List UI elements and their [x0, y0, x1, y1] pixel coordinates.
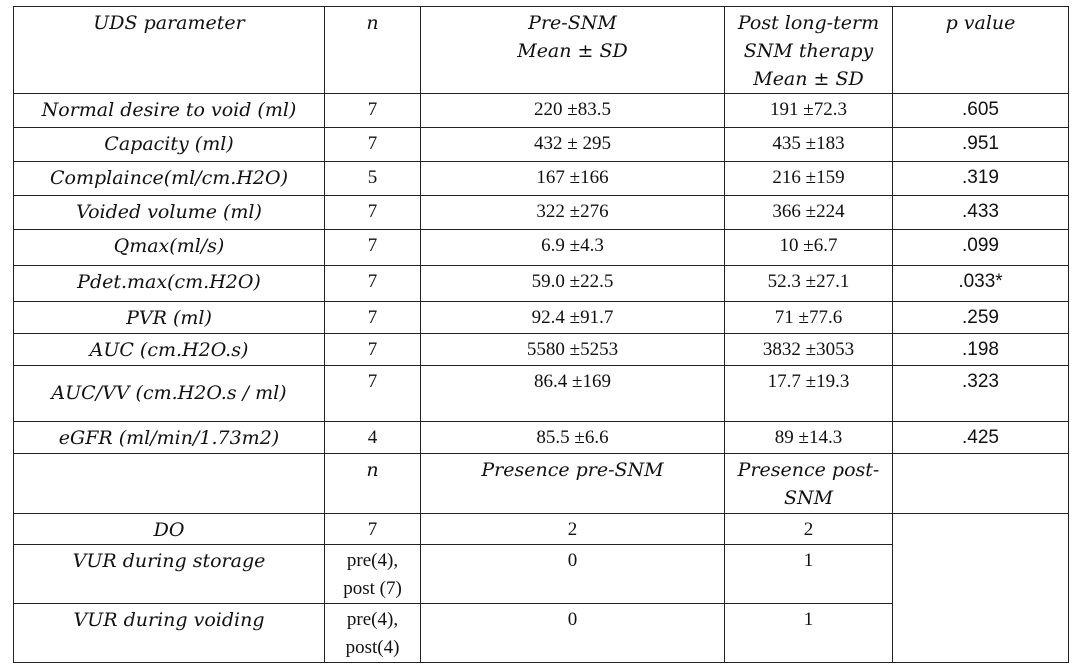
post-cell: 435 ±183	[725, 128, 893, 162]
presence-n-line2: post(4)	[345, 637, 400, 658]
param-cell: Capacity (ml)	[14, 128, 325, 162]
p-cell: .099	[893, 230, 1069, 266]
presence-pre-cell: 0	[421, 604, 725, 663]
param-cell: PVR (ml)	[14, 302, 325, 334]
pre-cell: 85.5 ±6.6	[421, 422, 725, 454]
p-cell: .951	[893, 128, 1069, 162]
table-row	[14, 302, 1069, 334]
header-p: p value	[893, 7, 1069, 94]
table-row	[14, 162, 1069, 196]
header-post	[725, 7, 893, 94]
n-cell: 7	[325, 230, 421, 266]
pre-cell: 6.9 ±4.3	[421, 230, 725, 266]
param-cell: Normal desire to void (ml)	[14, 94, 325, 128]
presence-header-post-line1: Presence post-	[737, 459, 880, 481]
presence-n-line2: post (7)	[343, 578, 402, 599]
param-cell: AUC (cm.H2O.s)	[14, 334, 325, 366]
header-pre	[421, 7, 725, 94]
presence-n-cell	[325, 604, 421, 663]
pre-cell: 432 ± 295	[421, 128, 725, 162]
table-header-row	[14, 7, 1069, 94]
presence-n-line1: pre(4),	[346, 550, 399, 571]
post-cell: 17.7 ±19.3	[725, 366, 893, 422]
pre-cell: 59.0 ±22.5	[421, 266, 725, 302]
post-cell: 366 ±224	[725, 196, 893, 230]
presence-pre-cell: 2	[421, 514, 725, 545]
post-cell: 3832 ±3053	[725, 334, 893, 366]
param-cell: Qmax(ml/s)	[14, 230, 325, 266]
param-cell: eGFR (ml/min/1.73m2)	[14, 422, 325, 454]
pre-cell: 220 ±83.5	[421, 94, 725, 128]
post-cell: 191 ±72.3	[725, 94, 893, 128]
pre-cell: 322 ±276	[421, 196, 725, 230]
presence-header-n: n	[325, 454, 421, 514]
n-cell: 5	[325, 162, 421, 196]
post-cell: 71 ±77.6	[725, 302, 893, 334]
p-cell: .198	[893, 334, 1069, 366]
header-n: n	[325, 7, 421, 94]
post-cell: 10 ±6.7	[725, 230, 893, 266]
p-cell: .033*	[893, 266, 1069, 302]
presence-header-post	[725, 454, 893, 514]
n-cell: 7	[325, 334, 421, 366]
n-cell: 7	[325, 196, 421, 230]
presence-header-post-line2: SNM	[783, 487, 834, 509]
table-row	[14, 422, 1069, 454]
p-cell: .605	[893, 94, 1069, 128]
pre-cell: 5580 ±5253	[421, 334, 725, 366]
n-cell: 7	[325, 366, 421, 422]
p-cell: .433	[893, 196, 1069, 230]
post-cell: 89 ±14.3	[725, 422, 893, 454]
p-cell: .323	[893, 366, 1069, 422]
presence-post-cell: 1	[725, 604, 893, 663]
param-cell: Pdet.max(cm.H2O)	[14, 266, 325, 302]
pre-cell: 86.4 ±169	[421, 366, 725, 422]
n-cell: 7	[325, 128, 421, 162]
n-cell: 4	[325, 422, 421, 454]
presence-p-empty	[893, 514, 1069, 663]
post-cell: 216 ±159	[725, 162, 893, 196]
pre-cell: 167 ±166	[421, 162, 725, 196]
table-row	[14, 334, 1069, 366]
header-pre-line1: Pre-SNM	[528, 12, 617, 34]
presence-n-cell: 7	[325, 514, 421, 545]
presence-param-cell: VUR during storage	[14, 545, 325, 604]
header-post-line1: Post long-term	[737, 12, 880, 34]
table-row	[14, 366, 1069, 422]
presence-post-cell: 1	[725, 545, 893, 604]
param-cell: Voided volume (ml)	[14, 196, 325, 230]
uds-table	[13, 6, 1069, 663]
presence-header-row	[14, 454, 1069, 514]
p-cell: .425	[893, 422, 1069, 454]
header-post-line3: Mean ± SD	[753, 68, 864, 90]
presence-n-line1: pre(4),	[346, 609, 399, 630]
presence-pre-cell: 0	[421, 545, 725, 604]
n-cell: 7	[325, 266, 421, 302]
table-row	[14, 514, 1069, 545]
presence-header-p-empty	[893, 454, 1069, 514]
header-post-line2: SNM therapy	[743, 40, 874, 62]
header-pre-line2: Mean ± SD	[517, 40, 628, 62]
n-cell: 7	[325, 302, 421, 334]
presence-post-cell: 2	[725, 514, 893, 545]
n-cell: 7	[325, 94, 421, 128]
table-row	[14, 230, 1069, 266]
param-cell: Complaince(ml/cm.H2O)	[14, 162, 325, 196]
pre-cell: 92.4 ±91.7	[421, 302, 725, 334]
table-row	[14, 94, 1069, 128]
presence-param-cell: DO	[14, 514, 325, 545]
post-cell: 52.3 ±27.1	[725, 266, 893, 302]
presence-header-empty	[14, 454, 325, 514]
p-cell: .319	[893, 162, 1069, 196]
presence-header-pre: Presence pre-SNM	[421, 454, 725, 514]
header-param: UDS parameter	[14, 7, 325, 94]
presence-n-cell	[325, 545, 421, 604]
table-row	[14, 196, 1069, 230]
param-cell: AUC/VV (cm.H2O.s / ml)	[14, 366, 325, 422]
p-cell: .259	[893, 302, 1069, 334]
table-row	[14, 266, 1069, 302]
presence-param-cell: VUR during voiding	[14, 604, 325, 663]
table-row	[14, 128, 1069, 162]
